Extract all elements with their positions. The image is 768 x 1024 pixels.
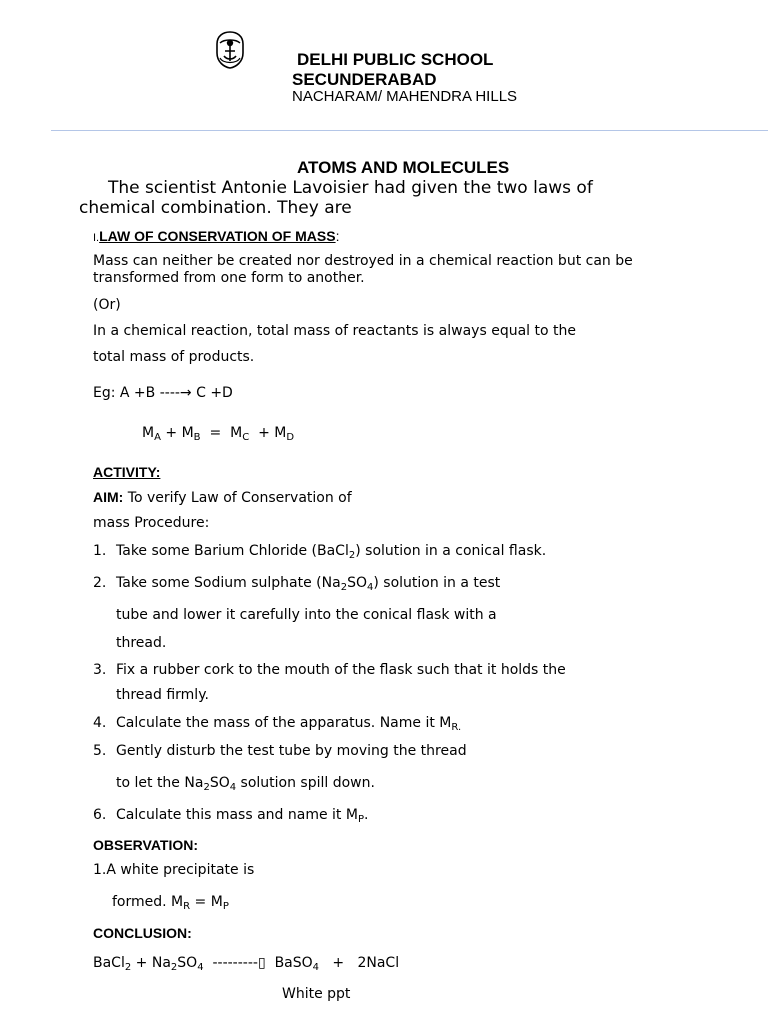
activity-aim — [93, 489, 352, 506]
step-6: 6. Calculate this mass and name it $M_P$. — [93, 807, 369, 825]
law-example: Eg: A +B ----→ C +D — [93, 385, 233, 401]
law-definition-line-2: transformed from one form to another. — [93, 270, 365, 286]
law-colon: : — [335, 228, 340, 244]
intro-line-2: chemical combination. They are — [79, 198, 352, 218]
step-5-line-2: to let the $Na_2SO_4$ solution spill down. — [116, 775, 375, 793]
observation-heading: OBSERVATION: — [93, 837, 199, 853]
law-title: LAW OF CONSERVATION OF MASS — [99, 228, 336, 244]
activity-heading: ACTIVITY: — [93, 464, 161, 480]
aim-line-2: mass Procedure: — [93, 515, 210, 531]
school-name: DELHI PUBLIC SCHOOL — [297, 50, 494, 69]
observation-line-2: formed. $M_R = M_P$ — [112, 894, 229, 912]
conclusion-equation: BaCl$_2$ + $Na_2SO_4$ ---------▯ BaSO$_4$ + 2NaCl — [93, 955, 400, 973]
step-3-line-2: thread firmly. — [116, 687, 209, 703]
law-or: (Or) — [93, 297, 121, 313]
law-definition-alt-1: In a chemical reaction, total mass of reactants is always equal to the — [93, 323, 576, 339]
header-divider — [51, 130, 768, 131]
law-heading — [93, 228, 339, 244]
aim-label: AIM: — [93, 489, 124, 505]
step-2: 2. Take some Sodium sulphate $(Na_2SO_4)$ solution in a test — [93, 575, 501, 593]
step-3: 3. Fix a rubber cork to the mouth of the flask such that it holds the — [93, 662, 566, 678]
step-1: 1. Take some Barium Chloride (BaCl$_2$) solution in a conical flask. — [93, 543, 547, 561]
step-4: 4. Calculate the mass of the apparatus. Name it $M_{R.}$ — [93, 715, 462, 733]
observation-line-1: 1.A white precipitate is — [93, 862, 255, 878]
aim-text: To verify Law of Conservation of — [123, 490, 352, 506]
step-2-line-3: thread. — [116, 635, 167, 651]
law-numeral: I. — [93, 232, 100, 244]
school-branches: NACHARAM/ MAHENDRA HILLS — [292, 88, 518, 105]
school-logo — [214, 31, 246, 69]
intro-line-1: The scientist Antonie Lavoisier had given the two laws of — [108, 178, 593, 198]
conclusion-heading: CONCLUSION: — [93, 925, 192, 941]
law-definition-line-1: Mass can neither be created nor destroyed in a chemical reaction but can be — [93, 253, 633, 269]
step-2-line-2: tube and lower it carefully into the conical flask with a — [116, 607, 497, 623]
page-title: ATOMS AND MOLECULES — [297, 158, 510, 177]
mass-equation: $M_A + M_B = M_C + M_D$ — [142, 425, 295, 443]
law-definition-alt-2: total mass of products. — [93, 349, 255, 365]
step-5: 5. Gently disturb the test tube by moving the thread — [93, 743, 467, 759]
precipitate-note: White ppt — [282, 986, 351, 1002]
school-city: SECUNDERABAD — [292, 70, 437, 89]
